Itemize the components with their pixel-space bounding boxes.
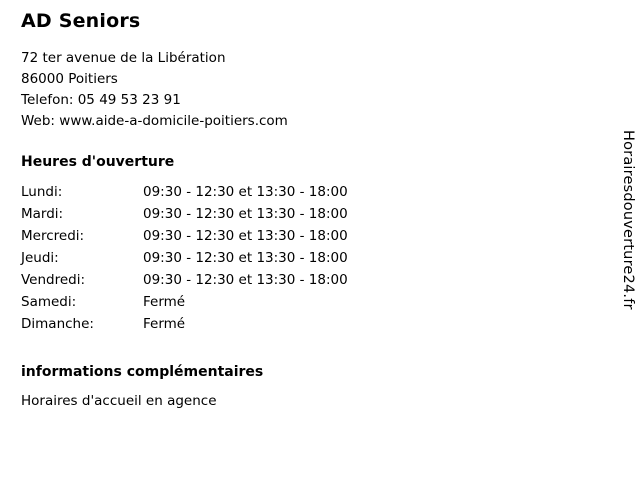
table-row bbox=[21, 250, 348, 272]
table-row bbox=[21, 294, 348, 316]
website-line: Web: www.aide-a-domicile-poitiers.com bbox=[21, 113, 288, 129]
business-info-block bbox=[21, 10, 601, 410]
day-hours: 09:30 - 12:30 et 13:30 - 18:00 bbox=[143, 206, 348, 222]
opening-hours-table bbox=[21, 184, 348, 338]
day-label: Mercredi: bbox=[21, 228, 85, 244]
day-label: Dimanche: bbox=[21, 316, 94, 332]
address-city: 86000 Poitiers bbox=[21, 71, 118, 87]
day-label: Vendredi: bbox=[21, 272, 86, 288]
opening-hours-heading: Heures d'ouverture bbox=[21, 154, 175, 170]
day-hours: 09:30 - 12:30 et 13:30 - 18:00 bbox=[143, 272, 348, 288]
page-title: AD Seniors bbox=[21, 10, 141, 32]
additional-info-heading: informations complémentaires bbox=[21, 364, 264, 380]
day-hours: 09:30 - 12:30 et 13:30 - 18:00 bbox=[143, 250, 348, 266]
table-row bbox=[21, 228, 348, 250]
table-row bbox=[21, 206, 348, 228]
watermark-brand: Horairesdouverture24.fr bbox=[620, 130, 636, 310]
day-hours: 09:30 - 12:30 et 13:30 - 18:00 bbox=[143, 228, 348, 244]
table-row bbox=[21, 272, 348, 294]
day-label: Lundi: bbox=[21, 184, 63, 200]
address-street: 72 ter avenue de la Libération bbox=[21, 50, 226, 66]
phone-line: Telefon: 05 49 53 23 91 bbox=[21, 92, 181, 108]
day-label: Jeudi: bbox=[21, 250, 59, 266]
day-hours: 09:30 - 12:30 et 13:30 - 18:00 bbox=[143, 184, 348, 200]
day-hours: Fermé bbox=[143, 294, 186, 310]
table-row bbox=[21, 184, 348, 206]
day-label: Mardi: bbox=[21, 206, 64, 222]
additional-info-text: Horaires d'accueil en agence bbox=[21, 393, 217, 409]
table-row bbox=[21, 316, 348, 338]
day-hours: Fermé bbox=[143, 316, 186, 332]
day-label: Samedi: bbox=[21, 294, 77, 310]
